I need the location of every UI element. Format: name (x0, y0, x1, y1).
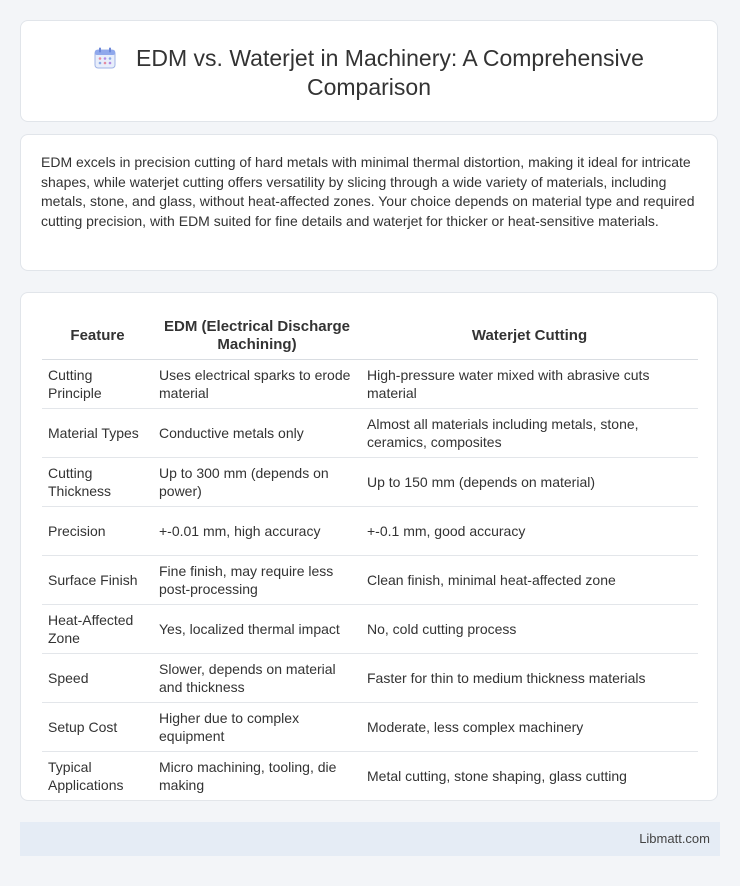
feature-cell: Setup Cost (42, 702, 153, 751)
waterjet-cell: Faster for thin to medium thickness materials (361, 653, 698, 702)
summary-text: EDM excels in precision cutting of hard metals with minimal thermal distortion, making it ideal for intricate shapes, while waterjet cutting offers versatility by slicing through a wide variety of materials, including metals, stone, and glass, without heat-affected zones. Your choice depends on material type and required cutting precision, with EDM suited for fine details and waterjet for thicker or heat-sensitive materials. (41, 154, 695, 229)
edm-cell: Uses electrical sparks to erode material (153, 359, 361, 408)
table-row (42, 457, 698, 506)
table-header-row (42, 313, 698, 359)
title-card (20, 20, 718, 122)
header-waterjet: Waterjet Cutting (361, 313, 698, 359)
edm-cell: Micro machining, tooling, die making (153, 751, 361, 800)
waterjet-cell: Clean finish, minimal heat-affected zone (361, 555, 698, 604)
feature-cell: Speed (42, 653, 153, 702)
title-line-2: Comparison (307, 74, 431, 100)
table-row (42, 751, 698, 800)
summary-card (20, 134, 718, 271)
table-row (42, 702, 698, 751)
waterjet-cell: Metal cutting, stone shaping, glass cutting (361, 751, 698, 800)
feature-cell: Surface Finish (42, 555, 153, 604)
edm-cell: Conductive metals only (153, 408, 361, 457)
table-row (42, 555, 698, 604)
edm-cell: Yes, localized thermal impact (153, 604, 361, 653)
waterjet-cell: Up to 150 mm (depends on material) (361, 457, 698, 506)
table-row (42, 506, 698, 555)
waterjet-cell: No, cold cutting process (361, 604, 698, 653)
waterjet-cell: High-pressure water mixed with abrasive cuts material (361, 359, 698, 408)
edm-cell: Up to 300 mm (depends on power) (153, 457, 361, 506)
table-row (42, 408, 698, 457)
edm-cell: Fine finish, may require less post-processing (153, 555, 361, 604)
feature-cell: Material Types (42, 408, 153, 457)
feature-cell: Heat-Affected Zone (42, 604, 153, 653)
table-row (42, 359, 698, 408)
feature-cell: Cutting Principle (42, 359, 153, 408)
comparison-table (42, 313, 698, 801)
comparison-card (20, 292, 718, 801)
waterjet-cell: +-0.1 mm, good accuracy (361, 506, 698, 555)
calendar-icon (94, 47, 116, 69)
footer-brand-link[interactable]: Libmatt.com (639, 831, 710, 846)
title-line-1: EDM vs. Waterjet in Machinery: A Comprehensive (136, 45, 644, 71)
header-feature: Feature (42, 313, 153, 359)
header-edm: EDM (Electrical Discharge Machining) (153, 313, 361, 359)
edm-cell: Slower, depends on material and thickness (153, 653, 361, 702)
feature-cell: Precision (42, 506, 153, 555)
waterjet-cell: Almost all materials including metals, stone, ceramics, composites (361, 408, 698, 457)
table-row (42, 604, 698, 653)
page-title (21, 44, 717, 102)
feature-cell: Typical Applications (42, 751, 153, 800)
edm-cell: Higher due to complex equipment (153, 702, 361, 751)
footer (20, 822, 720, 856)
feature-cell: Cutting Thickness (42, 457, 153, 506)
edm-cell: +-0.01 mm, high accuracy (153, 506, 361, 555)
waterjet-cell: Moderate, less complex machinery (361, 702, 698, 751)
table-row (42, 653, 698, 702)
